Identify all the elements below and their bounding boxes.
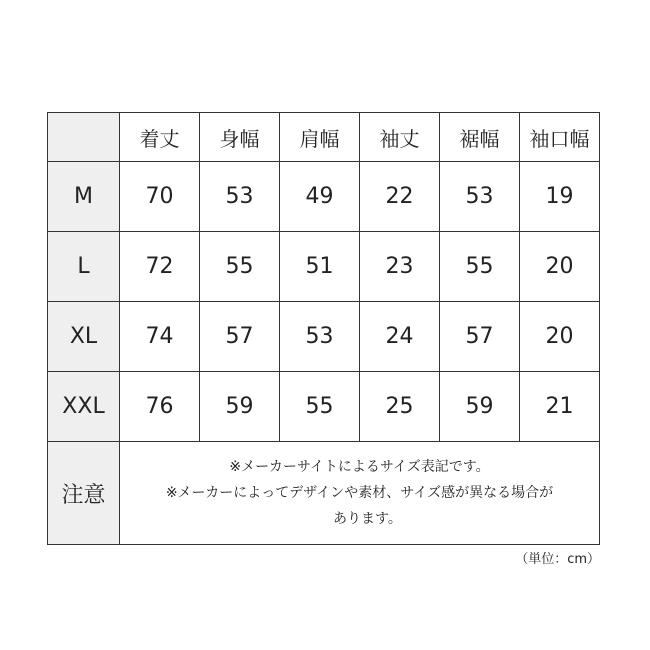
table-cell: 22 xyxy=(360,162,440,232)
size-label: L xyxy=(48,232,120,302)
unit-label: （単位：cm） xyxy=(515,552,600,567)
table-cell: 51 xyxy=(280,232,360,302)
table-cell: 70 xyxy=(120,162,200,232)
column-header: 肩幅 xyxy=(280,113,360,162)
table-row xyxy=(48,232,600,302)
table-cell: 53 xyxy=(440,162,520,232)
note-line: ※メーカーサイトによるサイズ表記です。 xyxy=(229,459,490,475)
table-cell: 24 xyxy=(360,302,440,372)
table-cell: 49 xyxy=(280,162,360,232)
column-header: 袖丈 xyxy=(360,113,440,162)
table-row xyxy=(48,162,600,232)
column-header: 身幅 xyxy=(200,113,280,162)
table-cell: 74 xyxy=(120,302,200,372)
header-row xyxy=(48,113,600,162)
table-cell: 57 xyxy=(200,302,280,372)
table-cell: 55 xyxy=(280,372,360,442)
note-line: ※メーカーによってデザインや素材、サイズ感が異なる場合が xyxy=(165,485,554,501)
note-label: 注意 xyxy=(48,442,120,545)
table-cell: 55 xyxy=(200,232,280,302)
column-header: 袖口幅 xyxy=(520,113,600,162)
table-cell: 53 xyxy=(200,162,280,232)
note-cell xyxy=(120,442,600,545)
note-row xyxy=(48,442,600,545)
table-cell: 59 xyxy=(200,372,280,442)
table-row xyxy=(48,372,600,442)
table-cell: 25 xyxy=(360,372,440,442)
table-cell: 21 xyxy=(520,372,600,442)
table-cell: 57 xyxy=(440,302,520,372)
table-cell: 59 xyxy=(440,372,520,442)
table-cell: 55 xyxy=(440,232,520,302)
table-cell: 76 xyxy=(120,372,200,442)
column-header: 着丈 xyxy=(120,113,200,162)
table-cell: 19 xyxy=(520,162,600,232)
size-table xyxy=(47,112,600,545)
size-label: XL xyxy=(48,302,120,372)
table-cell: 72 xyxy=(120,232,200,302)
table-cell: 53 xyxy=(280,302,360,372)
table-cell: 20 xyxy=(520,302,600,372)
table-cell: 23 xyxy=(360,232,440,302)
corner-cell xyxy=(48,113,120,162)
table-cell: 20 xyxy=(520,232,600,302)
column-header: 裾幅 xyxy=(440,113,520,162)
size-label: M xyxy=(48,162,120,232)
note-line: あります。 xyxy=(333,511,402,527)
size-label: XXL xyxy=(48,372,120,442)
table-row xyxy=(48,302,600,372)
